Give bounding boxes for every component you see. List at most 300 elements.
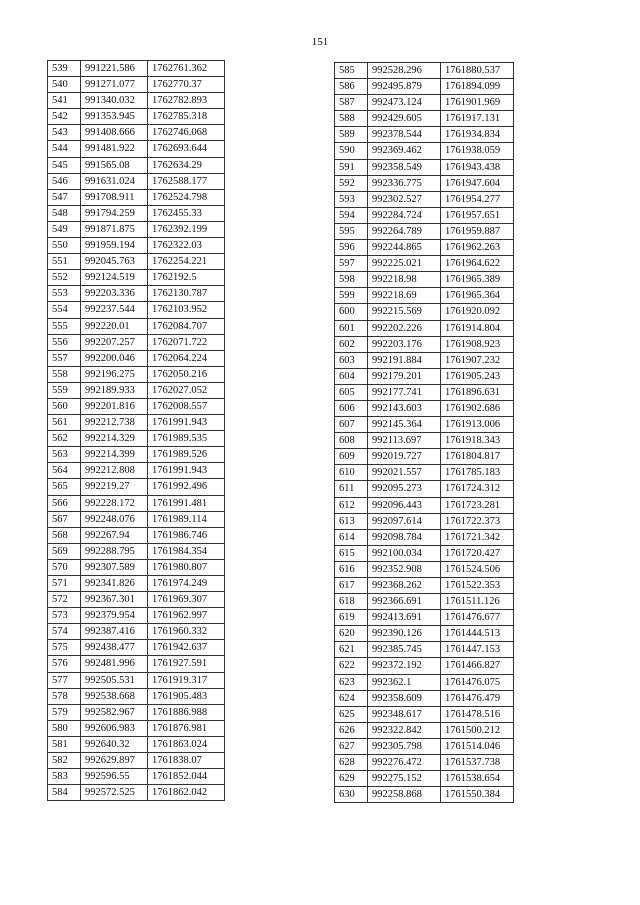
table-row	[48, 431, 225, 447]
table-row	[48, 720, 225, 736]
table-row	[335, 578, 514, 594]
point-number-cell: 552	[48, 270, 81, 286]
table-row	[335, 127, 514, 143]
table-row	[335, 352, 514, 368]
point-number-cell: 628	[335, 755, 368, 771]
point-number-cell: 588	[335, 111, 368, 127]
y-coordinate-cell: 1762588.177	[148, 173, 225, 189]
table-row	[335, 706, 514, 722]
y-coordinate-cell: 1761886.988	[148, 704, 225, 720]
point-number-cell: 569	[48, 543, 81, 559]
y-coordinate-cell: 1761908.923	[441, 336, 514, 352]
point-number-cell: 551	[48, 254, 81, 270]
point-number-cell: 614	[335, 529, 368, 545]
y-coordinate-cell: 1762071.722	[148, 334, 225, 350]
x-coordinate-cell: 991959.194	[81, 238, 148, 254]
table-row	[48, 785, 225, 801]
x-coordinate-cell: 992528.296	[368, 63, 441, 79]
x-coordinate-cell: 992481.996	[81, 656, 148, 672]
y-coordinate-cell: 1761444.513	[441, 626, 514, 642]
x-coordinate-cell: 992212.738	[81, 415, 148, 431]
table-row	[48, 576, 225, 592]
y-coordinate-cell: 1761913.006	[441, 417, 514, 433]
x-coordinate-cell: 992189.933	[81, 382, 148, 398]
table-row	[335, 111, 514, 127]
table-row	[335, 738, 514, 754]
point-number-cell: 615	[335, 545, 368, 561]
point-number-cell: 592	[335, 175, 368, 191]
point-number-cell: 606	[335, 400, 368, 416]
point-number-cell: 554	[48, 302, 81, 318]
point-number-cell: 599	[335, 288, 368, 304]
x-coordinate-cell: 992276.472	[368, 755, 441, 771]
point-number-cell: 602	[335, 336, 368, 352]
table-row	[335, 95, 514, 111]
x-coordinate-cell: 992196.275	[81, 366, 148, 382]
point-number-cell: 540	[48, 77, 81, 93]
x-coordinate-cell: 992284.724	[368, 207, 441, 223]
point-number-cell: 582	[48, 753, 81, 769]
y-coordinate-cell: 1762050.216	[148, 366, 225, 382]
table-row	[48, 205, 225, 221]
table-row	[48, 318, 225, 334]
x-coordinate-cell: 992228.172	[81, 495, 148, 511]
x-coordinate-cell: 992220.01	[81, 318, 148, 334]
coordinates-table-left	[47, 60, 225, 801]
table-row	[48, 753, 225, 769]
point-number-cell: 593	[335, 191, 368, 207]
point-number-cell: 590	[335, 143, 368, 159]
table-row	[335, 304, 514, 320]
y-coordinate-cell: 1762693.644	[148, 141, 225, 157]
x-coordinate-cell: 991408.666	[81, 125, 148, 141]
point-number-cell: 567	[48, 511, 81, 527]
table-row	[335, 497, 514, 513]
x-coordinate-cell: 992214.329	[81, 431, 148, 447]
page-number: 151	[311, 36, 329, 48]
point-number-cell: 572	[48, 592, 81, 608]
x-coordinate-cell: 992215.569	[368, 304, 441, 320]
y-coordinate-cell: 1762455.33	[148, 205, 225, 221]
y-coordinate-cell: 1761524.506	[441, 561, 514, 577]
y-coordinate-cell: 1761991.943	[148, 415, 225, 431]
table-row	[48, 238, 225, 254]
x-coordinate-cell: 992307.589	[81, 559, 148, 575]
table-row	[335, 191, 514, 207]
x-coordinate-cell: 992413.691	[368, 610, 441, 626]
table-row	[335, 223, 514, 239]
point-number-cell: 598	[335, 272, 368, 288]
point-number-cell: 579	[48, 704, 81, 720]
point-number-cell: 603	[335, 352, 368, 368]
table-row	[335, 368, 514, 384]
x-coordinate-cell: 992640.32	[81, 736, 148, 752]
x-coordinate-cell: 992538.668	[81, 688, 148, 704]
y-coordinate-cell: 1761991.481	[148, 495, 225, 511]
point-number-cell: 625	[335, 706, 368, 722]
table-row	[335, 690, 514, 706]
point-number-cell: 622	[335, 658, 368, 674]
y-coordinate-cell: 1761974.249	[148, 576, 225, 592]
x-coordinate-cell: 992145.364	[368, 417, 441, 433]
x-coordinate-cell: 992336.775	[368, 175, 441, 191]
y-coordinate-cell: 1761466.827	[441, 658, 514, 674]
y-coordinate-cell: 1761522.353	[441, 578, 514, 594]
table-row	[48, 495, 225, 511]
table-row	[48, 254, 225, 270]
y-coordinate-cell: 1761962.997	[148, 608, 225, 624]
table-row	[48, 527, 225, 543]
point-number-cell: 571	[48, 576, 81, 592]
table-row	[48, 769, 225, 785]
point-number-cell: 546	[48, 173, 81, 189]
y-coordinate-cell: 1762254.221	[148, 254, 225, 270]
x-coordinate-cell: 991340.032	[81, 93, 148, 109]
table-row	[48, 382, 225, 398]
y-coordinate-cell: 1762130.787	[148, 286, 225, 302]
point-number-cell: 605	[335, 384, 368, 400]
table-row	[48, 173, 225, 189]
y-coordinate-cell: 1761907.232	[441, 352, 514, 368]
x-coordinate-cell: 992202.226	[368, 320, 441, 336]
table-row	[48, 672, 225, 688]
x-coordinate-cell: 992305.798	[368, 738, 441, 754]
table-row	[335, 449, 514, 465]
x-coordinate-cell: 991794.259	[81, 205, 148, 221]
x-coordinate-cell: 992362.1	[368, 674, 441, 690]
x-coordinate-cell: 992264.789	[368, 223, 441, 239]
y-coordinate-cell: 1761476.479	[441, 690, 514, 706]
y-coordinate-cell: 1761969.307	[148, 592, 225, 608]
table-row	[48, 189, 225, 205]
y-coordinate-cell: 1762782.893	[148, 93, 225, 109]
y-coordinate-cell: 1761852.044	[148, 769, 225, 785]
point-number-cell: 587	[335, 95, 368, 111]
point-number-cell: 566	[48, 495, 81, 511]
table-row	[48, 704, 225, 720]
table-row	[48, 286, 225, 302]
y-coordinate-cell: 1761943.438	[441, 159, 514, 175]
y-coordinate-cell: 1762192.5	[148, 270, 225, 286]
y-coordinate-cell: 1761927.591	[148, 656, 225, 672]
x-coordinate-cell: 991708.911	[81, 189, 148, 205]
x-coordinate-cell: 991631.024	[81, 173, 148, 189]
point-number-cell: 597	[335, 256, 368, 272]
x-coordinate-cell: 992379.954	[81, 608, 148, 624]
y-coordinate-cell: 1761896.631	[441, 384, 514, 400]
x-coordinate-cell: 992369.462	[368, 143, 441, 159]
y-coordinate-cell: 1761500.212	[441, 722, 514, 738]
table-row	[335, 787, 514, 803]
table-row	[335, 594, 514, 610]
table-row	[48, 270, 225, 286]
point-number-cell: 561	[48, 415, 81, 431]
x-coordinate-cell: 992096.443	[368, 497, 441, 513]
point-number-cell: 550	[48, 238, 81, 254]
point-number-cell: 617	[335, 578, 368, 594]
point-number-cell: 585	[335, 63, 368, 79]
y-coordinate-cell: 1761876.981	[148, 720, 225, 736]
y-coordinate-cell: 1761960.332	[148, 624, 225, 640]
x-coordinate-cell: 992021.557	[368, 465, 441, 481]
x-coordinate-cell: 991221.586	[81, 61, 148, 77]
x-coordinate-cell: 992258.868	[368, 787, 441, 803]
y-coordinate-cell: 1762761.362	[148, 61, 225, 77]
point-number-cell: 627	[335, 738, 368, 754]
x-coordinate-cell: 992629.897	[81, 753, 148, 769]
table-row	[335, 610, 514, 626]
y-coordinate-cell: 1761918.343	[441, 433, 514, 449]
table-row	[335, 384, 514, 400]
table-row	[48, 608, 225, 624]
point-number-cell: 595	[335, 223, 368, 239]
point-number-cell: 589	[335, 127, 368, 143]
x-coordinate-cell: 992113.697	[368, 433, 441, 449]
table-row	[335, 417, 514, 433]
point-number-cell: 613	[335, 513, 368, 529]
table-row	[335, 771, 514, 787]
y-coordinate-cell: 1761785.183	[441, 465, 514, 481]
table-row	[335, 256, 514, 272]
point-number-cell: 629	[335, 771, 368, 787]
point-number-cell: 557	[48, 350, 81, 366]
y-coordinate-cell: 1761880.537	[441, 63, 514, 79]
y-coordinate-cell: 1761447.153	[441, 642, 514, 658]
table-row	[335, 433, 514, 449]
table-row	[48, 61, 225, 77]
x-coordinate-cell: 992288.795	[81, 543, 148, 559]
table-row	[335, 320, 514, 336]
y-coordinate-cell: 1761920.092	[441, 304, 514, 320]
x-coordinate-cell: 992302.527	[368, 191, 441, 207]
y-coordinate-cell: 1761954.277	[441, 191, 514, 207]
y-coordinate-cell: 1761942.637	[148, 640, 225, 656]
point-number-cell: 574	[48, 624, 81, 640]
x-coordinate-cell: 992045.763	[81, 254, 148, 270]
table-row	[48, 125, 225, 141]
y-coordinate-cell: 1761838.07	[148, 753, 225, 769]
y-coordinate-cell: 1761947.604	[441, 175, 514, 191]
x-coordinate-cell: 992606.983	[81, 720, 148, 736]
point-number-cell: 541	[48, 93, 81, 109]
table-row	[48, 479, 225, 495]
y-coordinate-cell: 1762322.03	[148, 238, 225, 254]
point-number-cell: 618	[335, 594, 368, 610]
table-row	[48, 736, 225, 752]
point-number-cell: 619	[335, 610, 368, 626]
x-coordinate-cell: 992572.525	[81, 785, 148, 801]
x-coordinate-cell: 992098.784	[368, 529, 441, 545]
x-coordinate-cell: 992322.842	[368, 722, 441, 738]
table-row	[335, 63, 514, 79]
y-coordinate-cell: 1761901.969	[441, 95, 514, 111]
point-number-cell: 610	[335, 465, 368, 481]
y-coordinate-cell: 1762524.798	[148, 189, 225, 205]
point-number-cell: 570	[48, 559, 81, 575]
x-coordinate-cell: 992438.477	[81, 640, 148, 656]
table-row	[48, 656, 225, 672]
point-number-cell: 586	[335, 79, 368, 95]
y-coordinate-cell: 1762064.224	[148, 350, 225, 366]
point-number-cell: 596	[335, 240, 368, 256]
y-coordinate-cell: 1761989.535	[148, 431, 225, 447]
y-coordinate-cell: 1761919.317	[148, 672, 225, 688]
point-number-cell: 607	[335, 417, 368, 433]
x-coordinate-cell: 992214.399	[81, 447, 148, 463]
table-row	[335, 561, 514, 577]
point-number-cell: 548	[48, 205, 81, 221]
y-coordinate-cell: 1761863.024	[148, 736, 225, 752]
table-row	[48, 447, 225, 463]
x-coordinate-cell: 992372.192	[368, 658, 441, 674]
x-coordinate-cell: 992473.124	[368, 95, 441, 111]
y-coordinate-cell: 1761804.817	[441, 449, 514, 465]
y-coordinate-cell: 1761991.943	[148, 463, 225, 479]
table-row	[48, 559, 225, 575]
table-row	[335, 722, 514, 738]
y-coordinate-cell: 1761514.046	[441, 738, 514, 754]
table-row	[335, 465, 514, 481]
x-coordinate-cell: 992275.152	[368, 771, 441, 787]
y-coordinate-cell: 1762392.199	[148, 221, 225, 237]
x-coordinate-cell: 992248.076	[81, 511, 148, 527]
point-number-cell: 563	[48, 447, 81, 463]
x-coordinate-cell: 992095.273	[368, 481, 441, 497]
point-number-cell: 609	[335, 449, 368, 465]
point-number-cell: 600	[335, 304, 368, 320]
table-row	[335, 513, 514, 529]
x-coordinate-cell: 992177.741	[368, 384, 441, 400]
table-row	[335, 674, 514, 690]
table-row	[48, 221, 225, 237]
y-coordinate-cell: 1761917.131	[441, 111, 514, 127]
y-coordinate-cell: 1761862.042	[148, 785, 225, 801]
x-coordinate-cell: 992368.262	[368, 578, 441, 594]
table-row	[48, 93, 225, 109]
y-coordinate-cell: 1762027.052	[148, 382, 225, 398]
table-row	[48, 640, 225, 656]
y-coordinate-cell: 1761550.384	[441, 787, 514, 803]
table-row	[48, 624, 225, 640]
x-coordinate-cell: 992244.865	[368, 240, 441, 256]
x-coordinate-cell: 992207.257	[81, 334, 148, 350]
x-coordinate-cell: 992143.603	[368, 400, 441, 416]
table-row	[48, 302, 225, 318]
y-coordinate-cell: 1761989.114	[148, 511, 225, 527]
x-coordinate-cell: 992390.126	[368, 626, 441, 642]
table-row	[48, 511, 225, 527]
table-row	[335, 159, 514, 175]
point-number-cell: 621	[335, 642, 368, 658]
y-coordinate-cell: 1762770.37	[148, 77, 225, 93]
x-coordinate-cell: 992358.609	[368, 690, 441, 706]
table-row	[48, 592, 225, 608]
y-coordinate-cell: 1761478.516	[441, 706, 514, 722]
y-coordinate-cell: 1762084.707	[148, 318, 225, 334]
x-coordinate-cell: 992019.727	[368, 449, 441, 465]
y-coordinate-cell: 1761989.526	[148, 447, 225, 463]
y-coordinate-cell: 1762746.068	[148, 125, 225, 141]
y-coordinate-cell: 1761722.373	[441, 513, 514, 529]
table-row	[48, 109, 225, 125]
x-coordinate-cell: 992124.519	[81, 270, 148, 286]
point-number-cell: 542	[48, 109, 81, 125]
point-number-cell: 573	[48, 608, 81, 624]
table-row	[48, 366, 225, 382]
y-coordinate-cell: 1761476.075	[441, 674, 514, 690]
x-coordinate-cell: 992341.826	[81, 576, 148, 592]
x-coordinate-cell: 992218.69	[368, 288, 441, 304]
point-number-cell: 560	[48, 398, 81, 414]
point-number-cell: 559	[48, 382, 81, 398]
y-coordinate-cell: 1762103.952	[148, 302, 225, 318]
y-coordinate-cell: 1761984.354	[148, 543, 225, 559]
table-row	[48, 157, 225, 173]
point-number-cell: 611	[335, 481, 368, 497]
point-number-cell: 624	[335, 690, 368, 706]
point-number-cell: 558	[48, 366, 81, 382]
y-coordinate-cell: 1761537.738	[441, 755, 514, 771]
point-number-cell: 620	[335, 626, 368, 642]
y-coordinate-cell: 1761986.746	[148, 527, 225, 543]
x-coordinate-cell: 992387.416	[81, 624, 148, 640]
x-coordinate-cell: 992218.98	[368, 272, 441, 288]
coordinates-table-right	[334, 62, 514, 803]
x-coordinate-cell: 991353.945	[81, 109, 148, 125]
table-row	[335, 272, 514, 288]
point-number-cell: 608	[335, 433, 368, 449]
point-number-cell: 565	[48, 479, 81, 495]
point-number-cell: 575	[48, 640, 81, 656]
table-row	[48, 350, 225, 366]
x-coordinate-cell: 992201.816	[81, 398, 148, 414]
y-coordinate-cell: 1761938.059	[441, 143, 514, 159]
table-row	[335, 529, 514, 545]
point-number-cell: 584	[48, 785, 81, 801]
table-row	[48, 463, 225, 479]
y-coordinate-cell: 1761905.243	[441, 368, 514, 384]
point-number-cell: 549	[48, 221, 81, 237]
x-coordinate-cell: 991871.875	[81, 221, 148, 237]
y-coordinate-cell: 1762785.318	[148, 109, 225, 125]
table-row	[48, 77, 225, 93]
x-coordinate-cell: 992100.034	[368, 545, 441, 561]
point-number-cell: 576	[48, 656, 81, 672]
y-coordinate-cell: 1762634.29	[148, 157, 225, 173]
point-number-cell: 555	[48, 318, 81, 334]
y-coordinate-cell: 1761992.496	[148, 479, 225, 495]
x-coordinate-cell: 992097.614	[368, 513, 441, 529]
point-number-cell: 556	[48, 334, 81, 350]
x-coordinate-cell: 992378.544	[368, 127, 441, 143]
x-coordinate-cell: 992352.908	[368, 561, 441, 577]
point-number-cell: 562	[48, 431, 81, 447]
x-coordinate-cell: 991481.922	[81, 141, 148, 157]
y-coordinate-cell: 1761962.263	[441, 240, 514, 256]
y-coordinate-cell: 1761721.342	[441, 529, 514, 545]
table-row	[48, 688, 225, 704]
x-coordinate-cell: 992200.046	[81, 350, 148, 366]
y-coordinate-cell: 1761957.651	[441, 207, 514, 223]
x-coordinate-cell: 992385.745	[368, 642, 441, 658]
point-number-cell: 594	[335, 207, 368, 223]
point-number-cell: 568	[48, 527, 81, 543]
table-row	[335, 626, 514, 642]
table-row	[335, 658, 514, 674]
x-coordinate-cell: 992505.531	[81, 672, 148, 688]
point-number-cell: 591	[335, 159, 368, 175]
y-coordinate-cell: 1761538.654	[441, 771, 514, 787]
